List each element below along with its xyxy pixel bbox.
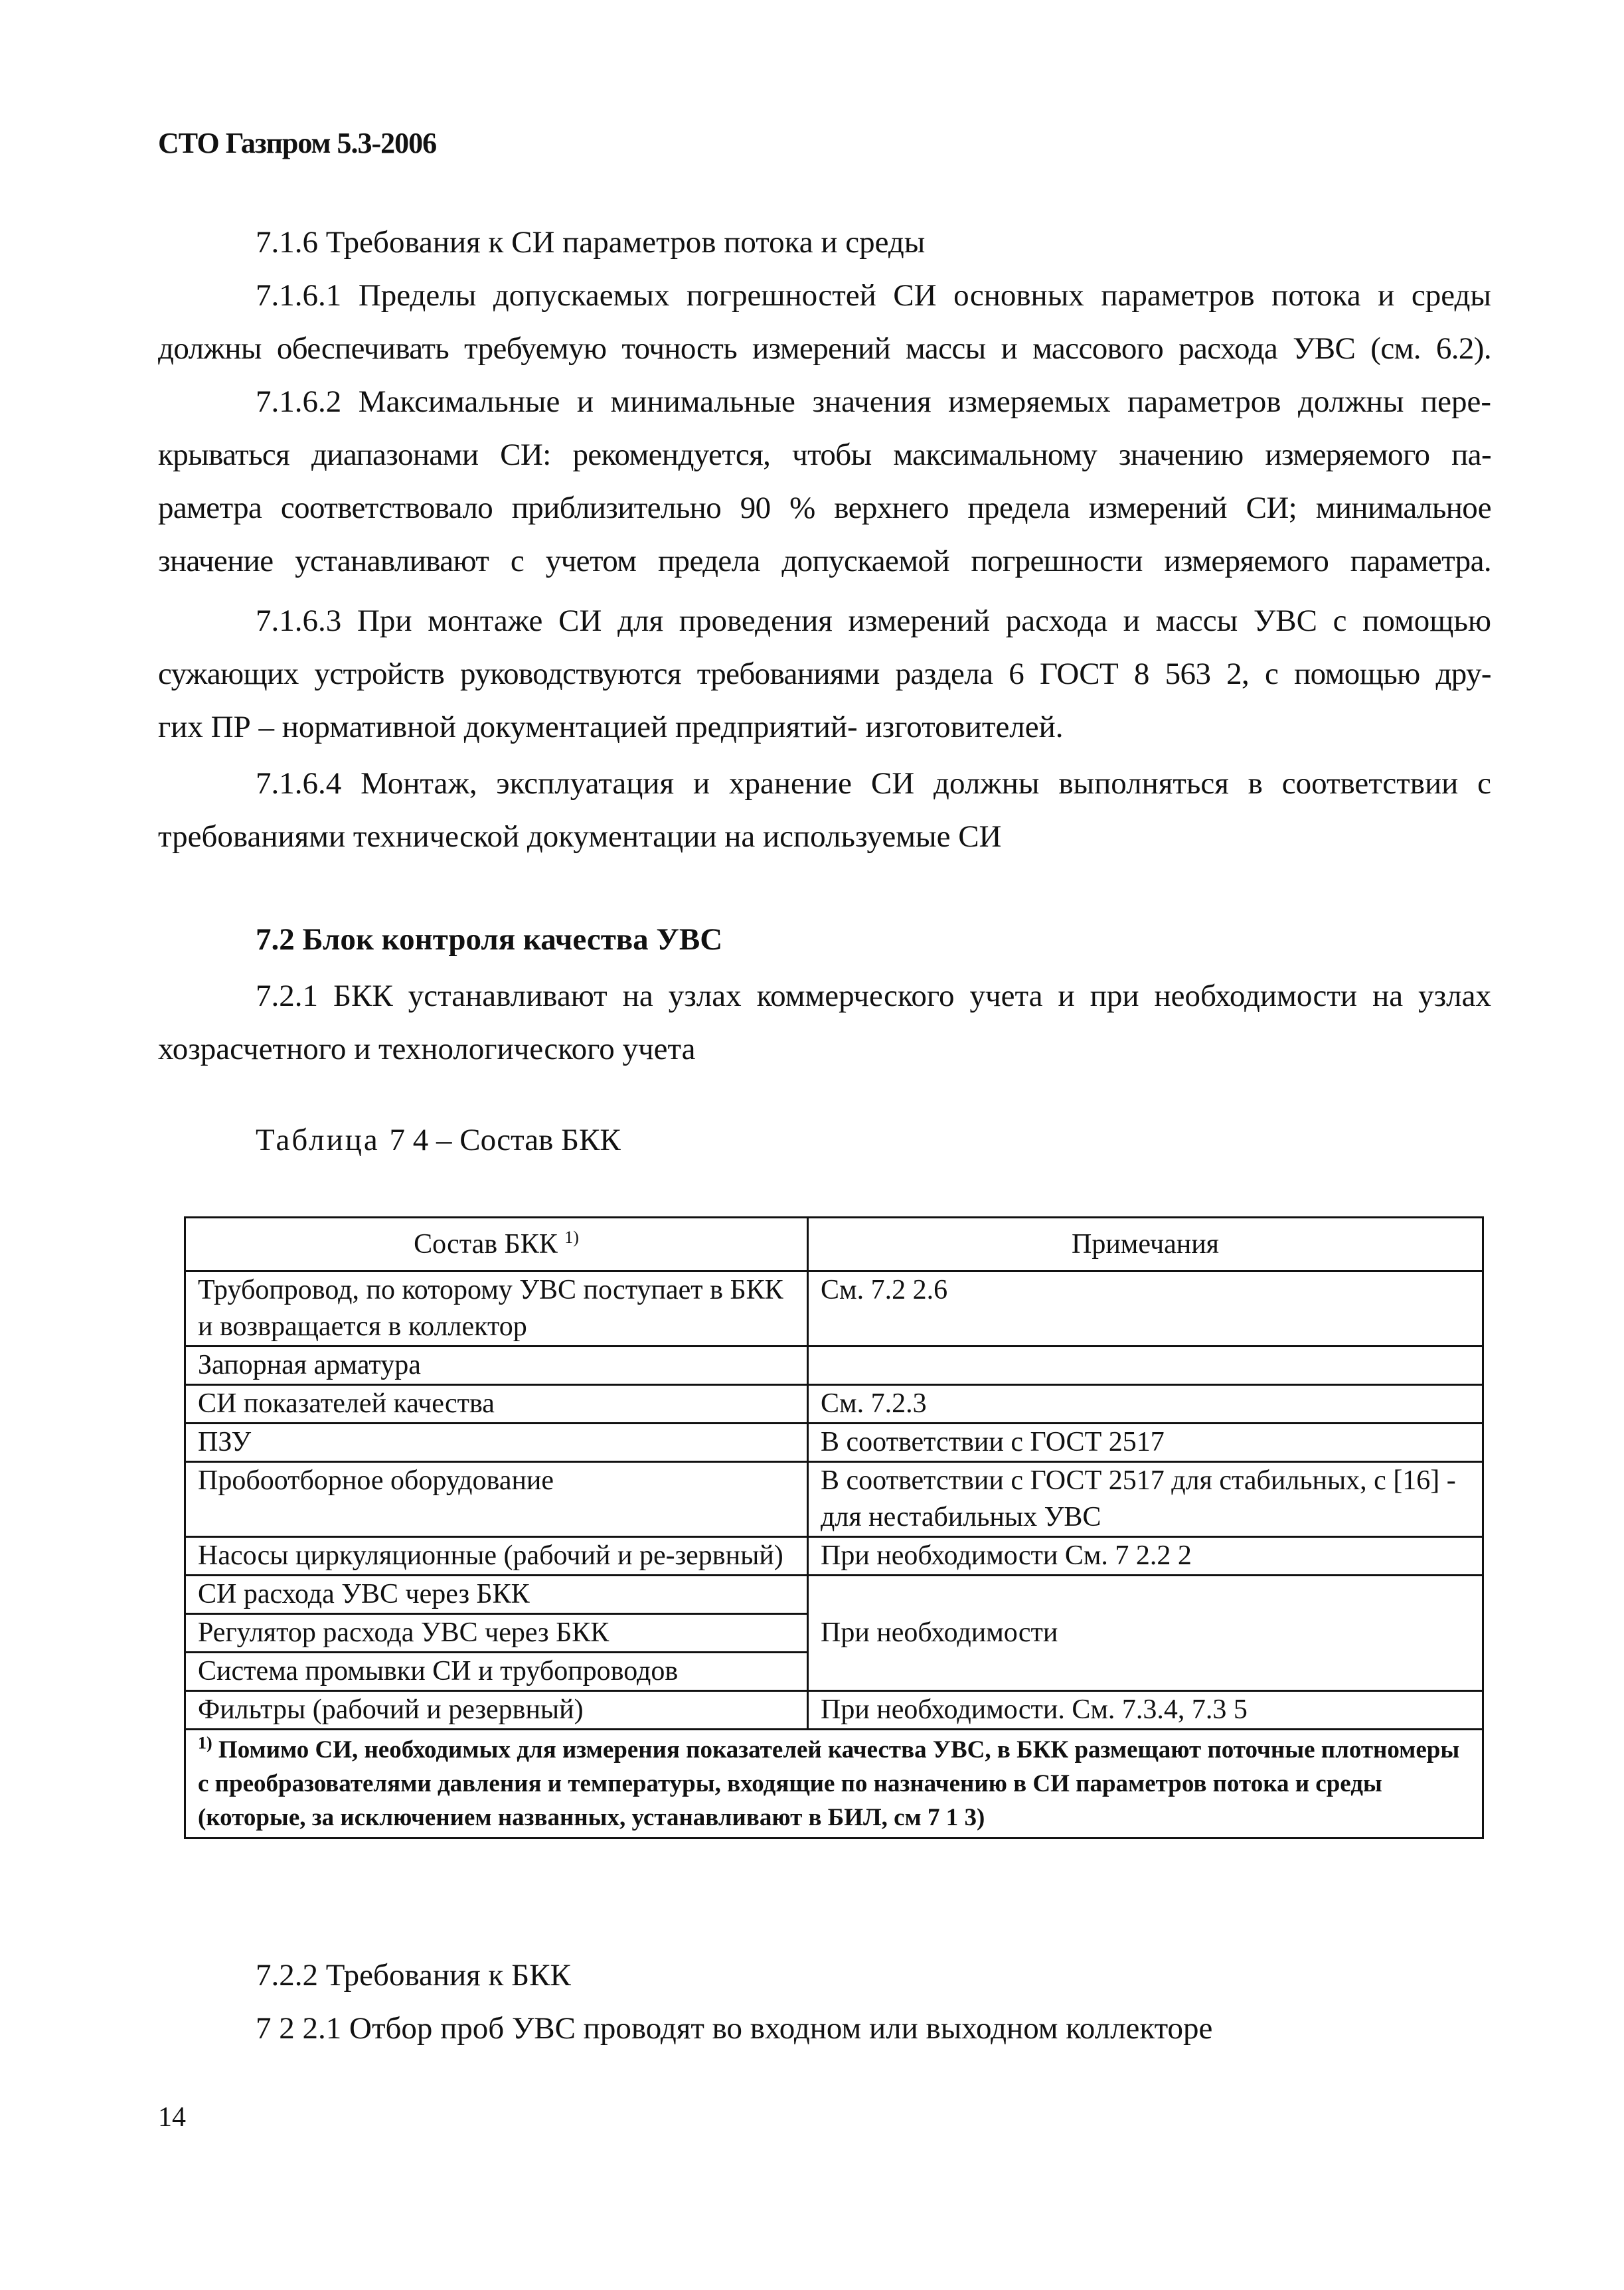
column-header-notes: Примечания: [808, 1218, 1483, 1271]
paragraph-7-1-6-3-line1: 7.1.6.3 При монтаже СИ для проведения измерений расхода и массы УВС с помощью: [256, 604, 1491, 638]
table-row: [185, 1537, 1483, 1576]
paragraph-7-1-6-3-line2: сужающих устройств руководствуются требованиями раздела 6 ГОСТ 8 563 2, с помощью дру-: [158, 657, 1491, 691]
table-row: [185, 1347, 1483, 1385]
paragraph-7-1-6-4-line1: 7.1.6.4 Монтаж, эксплуатация и хранение СИ должны выполняться в соответствии с: [256, 766, 1491, 801]
paragraph-7-2-1-line2: хозрасчетного и технологического учета: [158, 1032, 696, 1066]
table-row: [185, 1385, 1483, 1424]
table-cell-item: СИ показателей качества: [185, 1385, 808, 1424]
table-cell-item: СИ расхода УВС через БКК: [185, 1576, 808, 1614]
table-caption: [256, 1122, 621, 1158]
table-cell-item: Запорная арматура: [185, 1347, 808, 1385]
table-row: [185, 1576, 1483, 1614]
paragraph-7-2-2-1: 7 2 2.1 Отбор проб УВС проводят во входном или выходном коллекторе: [256, 2011, 1213, 2046]
table-caption-word: Таблица: [256, 1123, 380, 1157]
table-cell-note: См. 7.2.3: [808, 1385, 1483, 1424]
table-cell-item: Фильтры (рабочий и резервный): [185, 1691, 808, 1730]
table-cell-item: Трубопровод, по которому УВС поступает в БКК и возвращается в коллектор: [185, 1271, 808, 1347]
paragraph-7-1-6-2-line2: крываться диапазонами СИ: рекомендуется, чтобы максимальному значению измеряемого па-: [158, 438, 1491, 472]
column-header-composition: [185, 1218, 808, 1271]
paragraph-7-1-6-2-line4: значение устанавливают с учетом предела допускаемой погрешности измеряемого параметра.: [158, 544, 1491, 578]
table-cell-note-merged: При необходимости: [808, 1576, 1483, 1691]
table-caption-title: 7 4 – Состав БКК: [389, 1123, 621, 1157]
column-header-composition-label: Состав БКК: [414, 1228, 558, 1260]
section-heading-7-1-6: 7.1.6 Требования к СИ параметров потока и среды: [256, 225, 926, 260]
table-cell-note: В соответствии с ГОСТ 2517: [808, 1424, 1483, 1462]
section-heading-7-2-2: 7.2.2 Требования к БКК: [256, 1958, 571, 1993]
table-cell-note: В соответствии с ГОСТ 2517 для стабильных, с [16] - для нестабильных УВС: [808, 1462, 1483, 1537]
table-row: [185, 1424, 1483, 1462]
document-code-header: СТО Газпром 5.3-2006: [158, 127, 437, 159]
table-header-row: [185, 1218, 1483, 1271]
table-row: [185, 1271, 1483, 1347]
table-footnote-row: [185, 1730, 1483, 1839]
table-row: [185, 1691, 1483, 1730]
table-cell-item: Пробоотборное оборудование: [185, 1462, 808, 1537]
table-footnote: [185, 1730, 1483, 1839]
footnote-mark: 1): [198, 1733, 212, 1753]
footnote-reference: 1): [564, 1227, 579, 1247]
table-cell-note: См. 7.2 2.6: [808, 1271, 1483, 1347]
paragraph-7-1-6-3-line3: гих ПР – нормативной документацией предприятий- изготовителей.: [158, 710, 1064, 744]
paragraph-7-1-6-4-line2: требованиями технической документации на используемые СИ: [158, 819, 1002, 854]
table-cell-note: При необходимости. См. 7.3.4, 7.3 5: [808, 1691, 1483, 1730]
table-cell-item: Система промывки СИ и трубопроводов: [185, 1653, 808, 1691]
paragraph-7-1-6-1-line1: 7.1.6.1 Пределы допускаемых погрешностей СИ основных параметров потока и среды: [256, 278, 1491, 313]
table-cell-item: Насосы циркуляционные (рабочий и ре-зервный): [185, 1537, 808, 1576]
page-number: 14: [158, 2102, 186, 2133]
paragraph-7-1-6-2-line1: 7.1.6.2 Максимальные и минимальные значения измеряемых параметров должны пере-: [256, 384, 1491, 419]
section-heading-7-2: 7.2 Блок контроля качества УВС: [256, 922, 723, 957]
table-cell-item: Регулятор расхода УВС через БКК: [185, 1614, 808, 1653]
footnote-text: Помимо СИ, необходимых для измерения показателей качества УВС, в БКК размещают поточные плотномеры с преобразователями давления и температуры, входящие по назначению в СИ параметров потока и среды (которые, за исключением названных, устанавливают в БИЛ, см 7 1 3): [198, 1736, 1460, 1831]
paragraph-7-1-6-2-line3: раметра соответствовало приблизительно 90 % верхнего предела измерений СИ; минимальное: [158, 491, 1491, 525]
table-cell-item: ПЗУ: [185, 1424, 808, 1462]
table-cell-note: [808, 1347, 1483, 1385]
table-row: [185, 1462, 1483, 1537]
paragraph-7-2-1-line1: 7.2.1 БКК устанавливают на узлах коммерческого учета и при необходимости на узлах: [256, 979, 1491, 1013]
paragraph-7-1-6-1-line2: должны обеспечивать требуемую точность измерений массы и массового расхода УВС (см. 6.2).: [158, 331, 1491, 366]
composition-table: [184, 1216, 1484, 1839]
table-cell-note: При необходимости См. 7 2.2 2: [808, 1537, 1483, 1576]
